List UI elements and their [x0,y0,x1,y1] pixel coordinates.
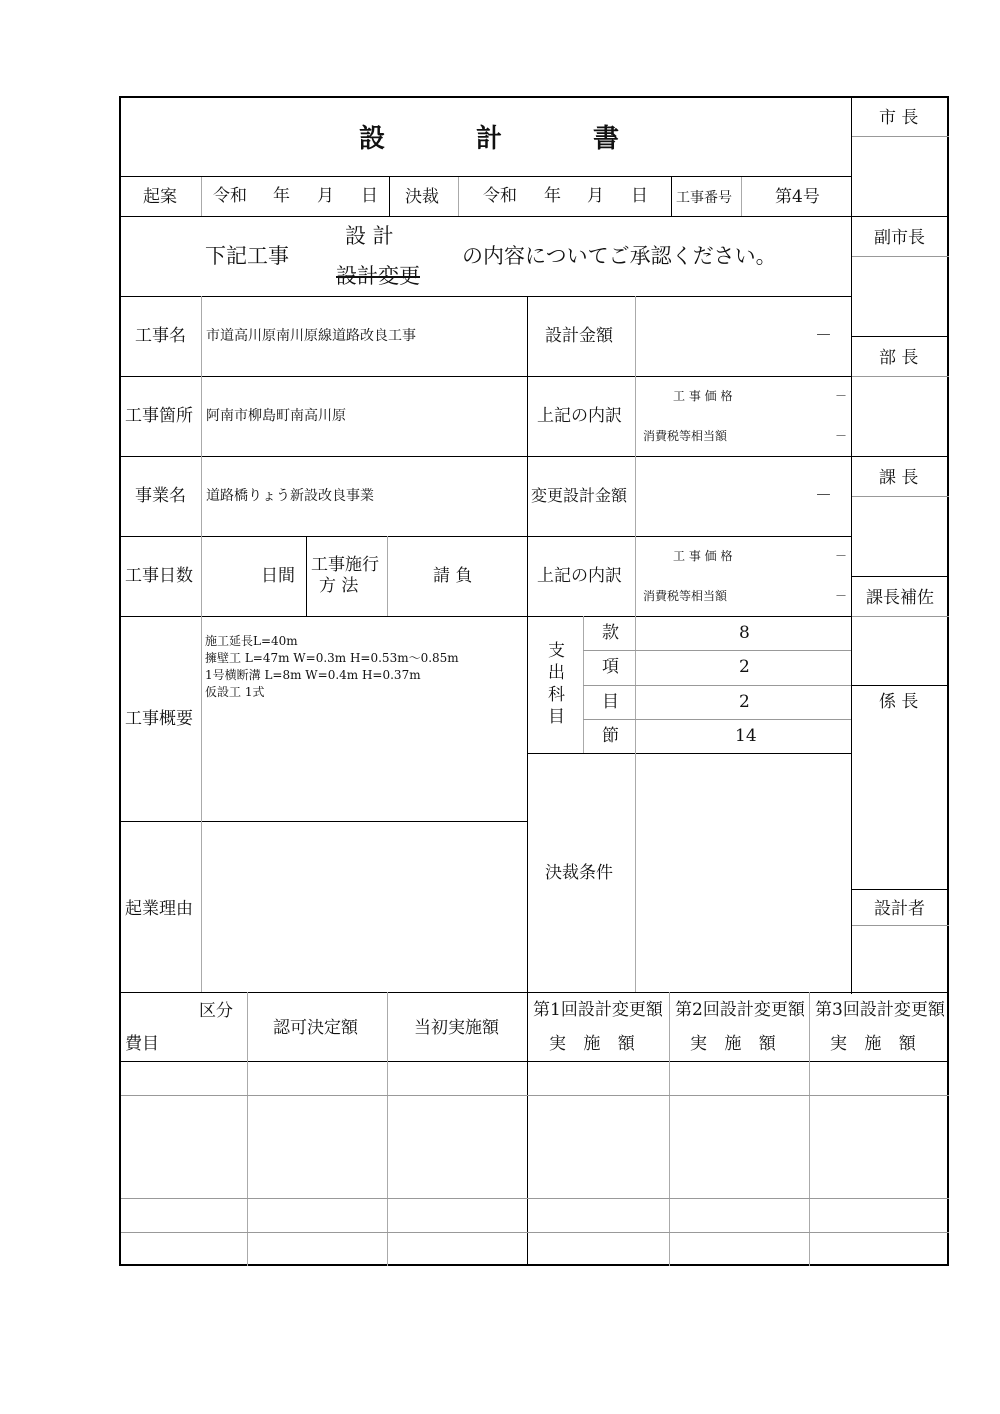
shishutsu-row-label: 項 [602,657,619,677]
col-henko-3: 第3回設計変更額 [815,1000,945,1020]
jigyo-mei-value: 道路橋りょう新設改良事業 [206,488,374,504]
kian-label: 起案 [143,187,177,207]
koji-kakaku-label-1: 工 事 価 格 [673,389,733,403]
himoku-label: 費目 [125,1034,159,1054]
sub-jisshi-1: 実 施 額 [549,1034,635,1054]
shishutsu-row-label: 目 [602,692,619,712]
koji-gaiyo-label: 工事概要 [125,709,193,729]
kian-year: 年 [273,186,290,206]
zei-value-2: － [835,589,848,603]
title-char-3: 書 [593,124,620,154]
statement-option-henko: 設計変更 [336,264,420,288]
title-char-2: 計 [476,124,503,154]
zei-label-1: 消費税等相当額 [643,429,728,443]
shishutsu-label-char: 目 [548,707,565,727]
stamp-label-fukushicho: 副市長 [874,228,925,248]
stamp-label-bucho: 部 長 [879,348,919,368]
sub-jisshi-2: 実 施 額 [690,1034,776,1054]
stamp-label-kakaricho: 係 長 [879,692,919,712]
sub-jisshi-3: 実 施 額 [830,1034,916,1054]
shishutsu-row-label: 節 [602,726,619,746]
stamp-label-kacho: 課 長 [879,468,919,488]
uchiwake-label-2: 上記の内訳 [537,566,622,586]
henko-kingaku-label: 変更設計金額 [531,486,628,505]
col-henko-2: 第2回設計変更額 [675,1000,805,1020]
shishutsu-row-value: 2 [739,657,750,677]
sekou-houhou-value: 請 負 [433,566,473,586]
zei-label-2: 消費税等相当額 [643,589,728,603]
koji-basho-value: 阿南市柳島町南高川原 [206,408,346,424]
koji-nissu-label: 工事日数 [125,566,193,586]
kian-reiwa: 令和 [213,186,247,206]
kessai-label: 決裁 [405,187,439,207]
koji-gaiyo-line: 擁壁工 L=47m W=0.3m H=0.53m～0.85m [205,651,459,665]
col-ninka-kettei: 認可決定額 [273,1018,358,1038]
koji-bango: 第4号 [775,187,820,207]
sekkei-kingaku-value: － [815,326,832,346]
koji-bango-label: 工事番号 [676,190,732,206]
koji-basho-label: 工事箇所 [125,406,193,426]
statement-prefix: 下記工事 [205,244,289,268]
stamp-label-shicho: 市 長 [879,108,919,128]
statement-option-sekkei: 設 計 [345,224,394,248]
kigyo-riyu-label: 起業理由 [125,899,193,919]
kubun-label: 区分 [199,1001,233,1021]
kessai-month: 月 [587,186,604,206]
sekkei-kingaku-label: 設計金額 [545,326,613,346]
zei-value-1: － [835,429,848,443]
koji-mei-value: 市道高川原南川原線道路改良工事 [206,328,416,344]
koji-gaiyo-line: 1号横断溝 L=8m W=0.4m H=0.37m [205,668,421,682]
koji-kakaku-value-2: － [835,549,848,563]
kessai-day: 日 [631,186,648,206]
shishutsu-row-value: 8 [739,623,750,643]
col-tosho-jisshi: 当初実施額 [414,1018,499,1038]
sekou-houhou-label-2: 方 法 [319,576,359,596]
koji-gaiyo-line: 施工延長L=40m [205,634,298,648]
kian-day: 日 [361,186,378,206]
stamp-label-sekkeisha: 設計者 [874,899,925,919]
jigyo-mei-label: 事業名 [135,486,186,506]
design-document-form [119,96,949,1266]
koji-gaiyo-line: 仮設工 1式 [205,685,265,699]
henko-kingaku-value: － [815,486,832,506]
stamp-label-kacho-hosa: 課長補佐 [866,588,934,608]
shishutsu-row-value: 2 [739,692,750,712]
koji-nissu-unit: 日間 [261,566,295,586]
kessai-year: 年 [544,186,561,206]
kian-month: 月 [317,186,334,206]
col-henko-1: 第1回設計変更額 [533,1000,663,1020]
shishutsu-row-value: 14 [735,726,757,746]
koji-kakaku-label-2: 工 事 価 格 [673,549,733,563]
koji-mei-label: 工事名 [135,326,186,346]
kessai-joken-label: 決裁条件 [545,863,613,883]
shishutsu-label-char: 科 [548,685,565,705]
kessai-reiwa: 令和 [483,186,517,206]
title-char-1: 設 [359,124,386,154]
statement-suffix: の内容についてご承認ください。 [462,244,777,268]
koji-kakaku-value-1: － [835,389,848,403]
shishutsu-row-label: 款 [602,623,619,643]
shishutsu-label-char: 出 [548,663,565,683]
uchiwake-label-1: 上記の内訳 [537,406,622,426]
shishutsu-label-char: 支 [548,641,565,661]
sekou-houhou-label-1: 工事施行 [311,555,379,575]
